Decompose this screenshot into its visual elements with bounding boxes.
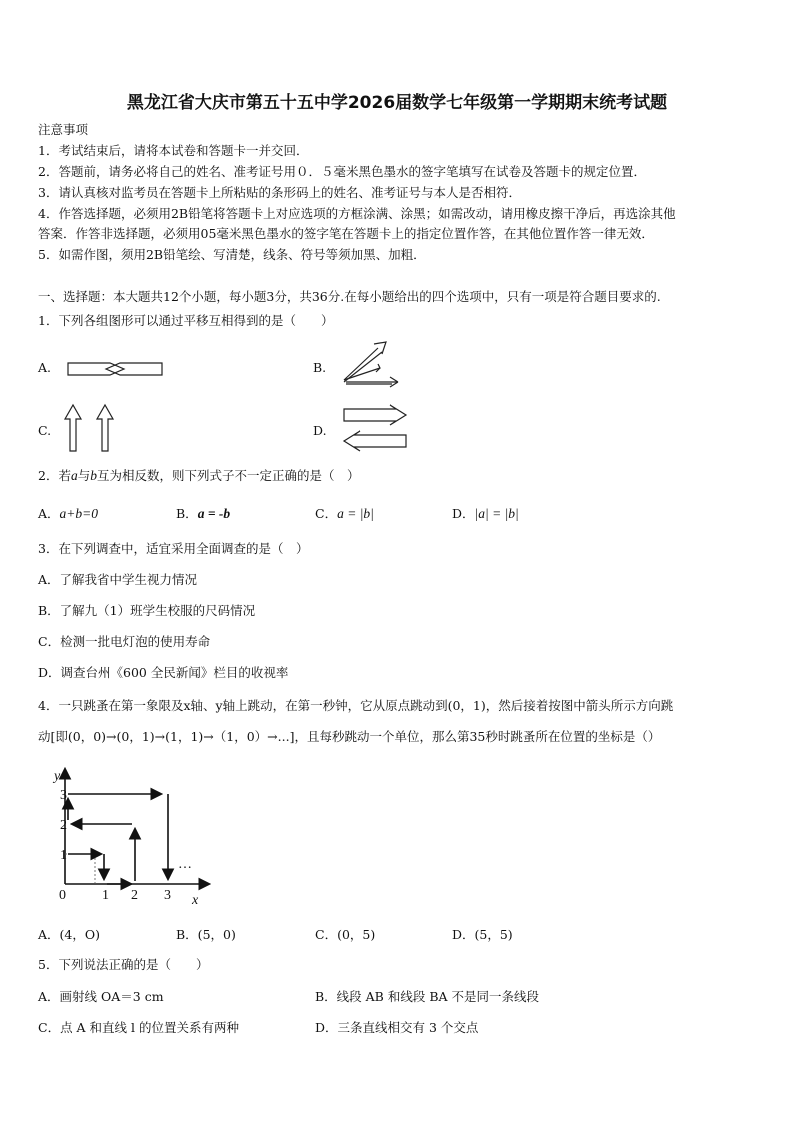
q1-figure-d xyxy=(340,405,410,451)
note-line: 3．请认真核对监考员在答题卡上所粘贴的条形码上的姓名、准考证号与本人是否相符． xyxy=(38,185,521,200)
q2-option-b xyxy=(176,506,230,522)
q2-option-a-label: A． xyxy=(38,506,60,521)
q1-option-a-label: A. xyxy=(38,360,52,375)
q4-option: B．(5，0) xyxy=(176,927,236,942)
q3-option: C．检测一批电灯泡的使用寿命 xyxy=(38,634,211,649)
q2-option-d-label: D． xyxy=(452,506,475,521)
q2-stem-mid1: 与 xyxy=(77,468,91,483)
note-line: 5．如需作图，须用2B铅笔绘、写清楚，线条、符号等须加黑、加粗． xyxy=(38,247,426,262)
y-tick-label: 1 xyxy=(60,848,67,863)
q2-option-c-label: C． xyxy=(315,506,338,521)
question-4-line1: 4．一只跳蚤在第一象限及x轴、y轴上跳动，在第一秒钟，它从原点跳动到(0，1)，然后接着按图中箭头所示方向跳 xyxy=(38,698,674,713)
y-tick-label: 2 xyxy=(60,818,67,833)
note-line: 2．答题前，请务必将自己的姓名、准考证号用０．５毫米黑色墨水的签字笔填写在试卷及答题卡的规定位置． xyxy=(38,164,646,179)
q2-option-b-expr: a = -b xyxy=(197,506,231,521)
q5-option: D．三条直线相交有 3 个交点 xyxy=(315,1020,479,1035)
note-line: 答案．作答非选择题，必须用05毫米黑色墨水的签字笔在答题卡上的指定位置作答，在其他位置作答一律无效． xyxy=(38,226,654,241)
q2-option-c xyxy=(315,506,374,522)
q2-stem-pre: 2．若 xyxy=(38,468,71,483)
x-axis-label: x xyxy=(192,893,199,908)
q2-stem-mid2: 互为相反数，则下列式子不一定正确的是（ ） xyxy=(96,468,360,483)
origin-label: 0 xyxy=(59,888,66,903)
q1-option-b-label: B. xyxy=(313,360,327,375)
q1-option-d-label: D. xyxy=(313,423,327,438)
section-heading: 一、选择题：本大题共12个小题，每小题3分，共36分.在每小题给出的四个选项中，只有一项是符合题目要求的. xyxy=(38,289,661,304)
q2-option-b-label: B． xyxy=(176,506,198,521)
q2-option-a xyxy=(38,506,98,522)
question-1-stem: 1．下列各组图形可以通过平移互相得到的是（ ） xyxy=(38,313,334,328)
question-5-stem: 5．下列说法正确的是（ ） xyxy=(38,957,209,972)
q2-option-d xyxy=(452,506,519,522)
q2-option-c-expr: a = |b| xyxy=(337,506,374,521)
q1-figure-c xyxy=(62,403,122,453)
question-4-line2: 动[即(0，0)→(0，1)→(1，1)→（1，0）→...]，且每秒跳动一个单位，那么第35秒时跳蚤所在位置的坐标是（） xyxy=(38,729,661,744)
y-axis-label: y xyxy=(54,769,61,784)
q1-figure-a xyxy=(66,355,166,381)
q3-option: B．了解九（1）班学生校服的尺码情况 xyxy=(38,603,256,618)
note-line: 4．作答选择题，必须用2B铅笔将答题卡上对应选项的方框涂满、涂黑；如需改动，请用橡皮擦干净后，再选涂其他 xyxy=(38,206,676,221)
y-tick-label: 3 xyxy=(60,788,67,803)
note-line: 1．考试结束后，请将本试卷和答题卡一并交回． xyxy=(38,143,309,158)
q5-option: A．画射线 OA＝3 cm xyxy=(38,989,164,1004)
x-tick-label: 3 xyxy=(164,888,171,903)
q3-option: A．了解我省中学生视力情况 xyxy=(38,572,198,587)
question-3-stem: 3．在下列调查中，适宜采用全面调查的是（ ） xyxy=(38,541,309,556)
q5-option: C．点 A 和直线 l 的位置关系有两种 xyxy=(38,1020,239,1035)
x-tick-label: 2 xyxy=(131,888,138,903)
q4-coordinate-graph xyxy=(40,762,220,910)
graph-ellipsis: … xyxy=(178,857,192,872)
q4-option: C．(0，5) xyxy=(315,927,376,942)
q2-var-b: b xyxy=(90,468,97,483)
page-title: 黑龙江省大庆市第五十五中学2026届数学七年级第一学期期末统考试题 xyxy=(126,93,668,113)
q1-option-c-label: C. xyxy=(38,423,52,438)
q3-option: D．调查台州《600 全民新闻》栏目的收视率 xyxy=(38,665,289,680)
q4-option: D．(5，5) xyxy=(452,927,513,942)
q5-option: B．线段 AB 和线段 BA 不是同一条线段 xyxy=(315,989,540,1004)
q2-option-d-expr: |a| = |b| xyxy=(474,506,519,521)
q4-option: A．(4，O) xyxy=(38,927,100,942)
notes-heading: 注意事项 xyxy=(38,122,89,137)
q2-var-a: a xyxy=(70,468,78,483)
q2-option-a-expr: a+b=0 xyxy=(59,506,99,521)
x-tick-label: 1 xyxy=(102,888,109,903)
question-2-stem xyxy=(38,468,359,484)
q1-figure-b xyxy=(340,340,406,390)
